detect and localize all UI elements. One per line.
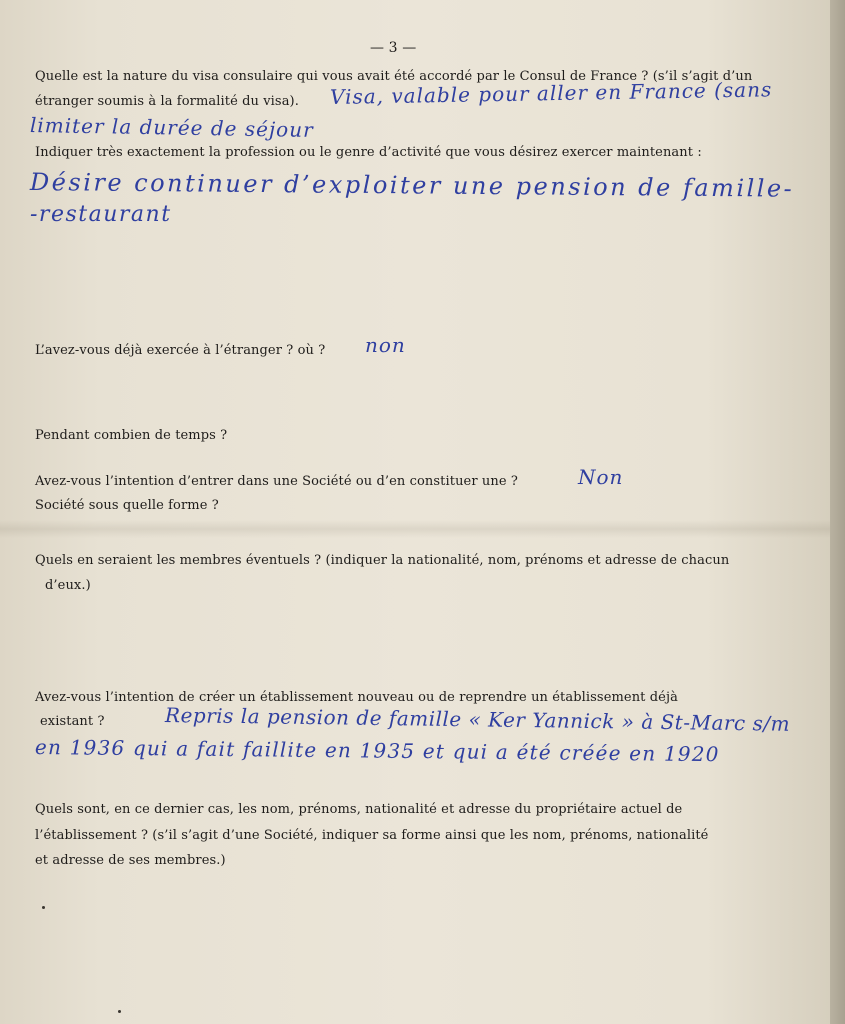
paper-edge: [830, 0, 845, 1024]
answer-visa-line2: limiter la durée de séjour: [29, 113, 314, 142]
question-owner-line1: Quels sont, en ce dernier cas, les nom, prénoms, nationalité et adresse du propriétaire actuel de: [35, 802, 683, 817]
question-duration: Pendant combien de temps ?: [35, 428, 228, 443]
question-visa-line1: Quelle est la nature du visa consulaire qui vous avait été accordé par le Consul de France ? (s’il s’agit d’un: [35, 69, 753, 84]
question-members-line2: d’eux.): [45, 578, 91, 593]
question-abroad: L’avez-vous déjà exercée à l’étranger ? où ?: [35, 343, 326, 358]
question-members-line1: Quels en seraient les membres éventuels ? (indiquer la nationalité, nom, prénoms et adresse de chacun: [35, 553, 730, 568]
page-number: — 3 —: [370, 40, 417, 56]
question-profession: Indiquer très exactement la profession ou le genre d’activité que vous désirez exercer maintenant :: [35, 145, 702, 160]
answer-society: Non: [578, 465, 624, 489]
answer-establishment-line2: en 1936 qui a fait faillite en 1935 et qui a été créée en 1920: [34, 735, 720, 767]
question-establishment-line1: Avez-vous l’intention de créer un établissement nouveau ou de reprendre un établissement déjà: [35, 690, 678, 705]
answer-visa-line1: Visa, valable pour aller en France (sans: [329, 77, 773, 109]
question-owner-line2: l’établissement ? (s’il s’agit d’une Société, indiquer sa forme ainsi que les nom, prénoms, nationalité: [35, 828, 709, 843]
question-establishment-line2: existant ?: [40, 714, 105, 729]
ink-dot: [118, 1010, 121, 1013]
paper-fold: [0, 520, 830, 538]
question-society: Avez-vous l’intention d’entrer dans une Société ou d’en constituer une ?: [35, 474, 518, 489]
answer-profession-line1: Désire continuer d’exploiter une pension de famille-: [29, 168, 795, 203]
question-visa-line2: étranger soumis à la formalité du visa).: [35, 94, 299, 109]
answer-abroad: non: [365, 333, 406, 357]
answer-profession-line2: -restaurant: [30, 202, 172, 227]
question-owner-line3: et adresse de ses membres.): [35, 853, 226, 868]
answer-establishment-line1: Repris la pension de famille « Ker Yannick » à St-Marc s/m: [164, 703, 791, 736]
ink-dot: [42, 906, 45, 909]
question-society-form: Société sous quelle forme ?: [35, 498, 219, 513]
